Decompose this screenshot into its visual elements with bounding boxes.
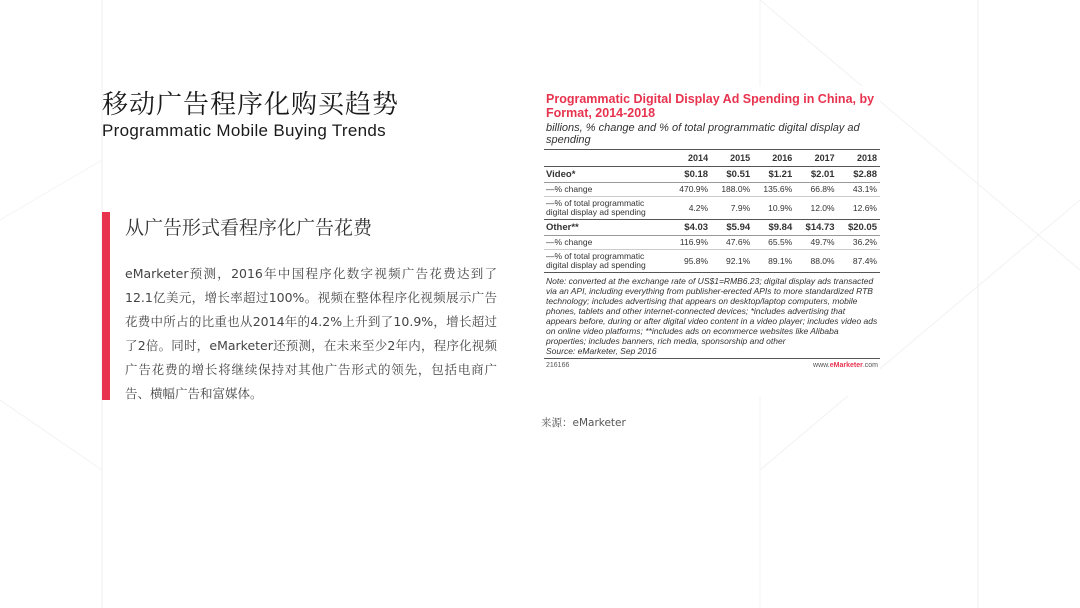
table-cell: $5.94 (711, 220, 753, 236)
site-suffix: .com (862, 362, 878, 369)
table-cell: 188.0% (711, 183, 753, 197)
row-label: —% change (544, 183, 669, 197)
table-cell: 88.0% (795, 250, 837, 273)
site-prefix: www. (813, 362, 830, 369)
table-cell: 95.8% (669, 250, 711, 273)
table-cell: $14.73 (795, 220, 837, 236)
table-header-year: 2015 (711, 150, 753, 167)
report-subtitle: billions, % change and % of total programmatic digital display ad spending (544, 120, 880, 150)
table-cell: 10.9% (753, 197, 795, 220)
report-footer (544, 359, 880, 372)
table-cell: $2.88 (838, 167, 880, 183)
table-cell: 49.7% (795, 236, 837, 250)
report-title: Programmatic Digital Display Ad Spending in China, by Format, 2014-2018 (546, 92, 875, 120)
report-image (544, 86, 880, 396)
table-header-blank (544, 150, 669, 167)
section-heading: 从广告形式看程序化广告花费 (125, 217, 373, 239)
site-brand: eMarketer (829, 362, 863, 369)
table-row (544, 250, 880, 273)
table-header-year: 2017 (795, 150, 837, 167)
note-source: Source: eMarketer, Sep 2016 (546, 346, 657, 356)
table-cell: 12.6% (838, 197, 880, 220)
table-cell: 7.9% (711, 197, 753, 220)
table-cell: 116.9% (669, 236, 711, 250)
report-note (544, 273, 880, 359)
table-cell: 65.5% (753, 236, 795, 250)
report-code: 216166 (546, 362, 570, 369)
table-row (544, 197, 880, 220)
table-cell: 4.2% (669, 197, 711, 220)
accent-bar (102, 212, 110, 400)
source-caption: 来源：eMarketer (541, 417, 626, 429)
table-cell: 43.1% (838, 183, 880, 197)
row-label: —% of total programmatic digital display ad spending (544, 250, 669, 273)
table-cell: $0.51 (711, 167, 753, 183)
table-cell: 87.4% (838, 250, 880, 273)
table-header-row (544, 150, 880, 167)
table-row (544, 167, 880, 183)
row-label: —% of total programmatic digital display ad spending (544, 197, 669, 220)
table-cell: $0.18 (669, 167, 711, 183)
table-header-year: 2018 (838, 150, 880, 167)
table-row (544, 183, 880, 197)
table-cell: 12.0% (795, 197, 837, 220)
row-label: —% change (544, 236, 669, 250)
report-site (813, 362, 878, 369)
table-cell: 47.6% (711, 236, 753, 250)
table-cell: 92.1% (711, 250, 753, 273)
row-label: Other** (544, 220, 669, 236)
table-cell: 89.1% (753, 250, 795, 273)
table-cell: 36.2% (838, 236, 880, 250)
table-cell: $4.03 (669, 220, 711, 236)
table-cell: $20.05 (838, 220, 880, 236)
body-paragraph: eMarketer预测，2016年中国程序化数字视频广告花费达到了12.1亿美元，增长率超过100%。视频在整体程序化视频展示广告花费中所占的比重也从2014年的4.2%上升到了10.9%，增长超过了2倍。同时，eMarketer还预测，在未来至少2年内，程序化视频广告花费的增长将继续保持对其他广告形式的领先，包括电商广告、横幅广告和富媒体。 (125, 266, 497, 401)
table-cell: 470.9% (669, 183, 711, 197)
row-label: Video* (544, 167, 669, 183)
table-row (544, 220, 880, 236)
note-text: Note: converted at the exchange rate of US$1=RMB6.23; digital display ads transacted via an API, including everything from publisher-erected APIs to more standardized RTB technology; includes advertising that appears on desktop/laptop computers, mobile phones, tablets and other internet-connected devices; *includes advertising that appears before, during or after digital video content in a video player; includes video ads on online video platforms; **includes ads on ecommerce websites like Alibaba properties; includes banners, rich media, sponsorship and other (546, 276, 878, 346)
table-cell: 66.8% (795, 183, 837, 197)
table-header-year: 2014 (669, 150, 711, 167)
table-header-year: 2016 (753, 150, 795, 167)
table-cell: $1.21 (753, 167, 795, 183)
spending-table (544, 150, 880, 273)
slide-subtitle: Programmatic Mobile Buying Trends (102, 121, 386, 140)
slide-title: 移动广告程序化购买趋势 (102, 90, 400, 120)
table-row (544, 236, 880, 250)
table-cell: $2.01 (795, 167, 837, 183)
table-cell: $9.84 (753, 220, 795, 236)
table-cell: 135.6% (753, 183, 795, 197)
